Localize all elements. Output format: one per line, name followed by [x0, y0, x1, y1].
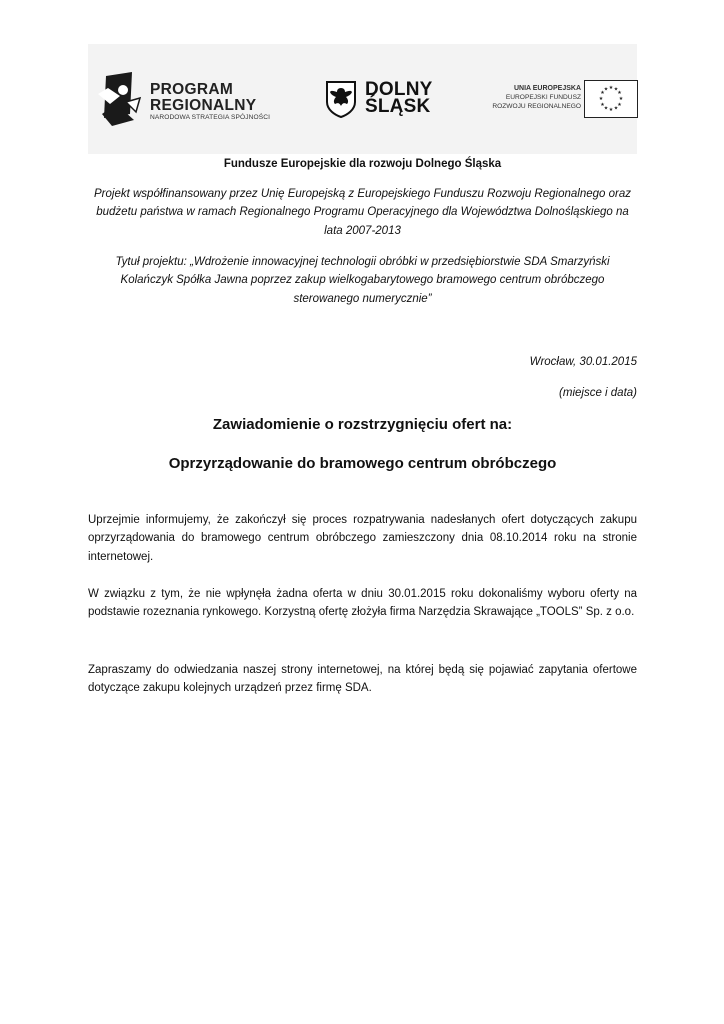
notice-title: Zawiadomienie o rozstrzygnięciu ofert na: — [212, 416, 513, 433]
svg-text:★: ★ — [613, 86, 619, 93]
svg-text:★: ★ — [617, 102, 622, 108]
place-date: Wrocław, 30.01.2015 — [529, 356, 637, 368]
eagle-shield-icon — [325, 80, 357, 118]
program-regionalny-logo — [96, 68, 296, 130]
body-paragraph-1: Uprzejmie informujemy, że zakończył się proces rozpatrywania nadesłanych ofert dotyczących zakupu oprzyrządowania do bramowego centrum obróbczego zamieszczony dnia 08.10.2014 roku na stronie internetowej. — [88, 514, 637, 563]
program-logo-line1: PROGRAM — [150, 81, 234, 98]
svg-text:★: ★ — [598, 96, 604, 102]
project-title: Tytuł projektu: „Wdrożenie innowacyjnej technologii obróbki w przedsiębiorstwie SDA Smarzyński Kolańczyk Spółka Jawna poprzez zakup wielkogabarytowego bramowego centrum obróbczego sterowanego numerycznie” — [115, 256, 610, 305]
funds-title: Fundusze Europejskie dla rozwoju Dolnego Śląska — [223, 158, 502, 170]
svg-text:★: ★ — [608, 85, 614, 91]
eu-logo-text — [492, 84, 581, 111]
eu-logo-line3: ROZWOJU REGIONALNEGO — [492, 103, 581, 110]
program-logo-line3: NARODOWA STRATEGIA SPÓJNOŚCI — [150, 114, 271, 121]
svg-text:★: ★ — [608, 107, 614, 113]
svg-text:★: ★ — [603, 105, 609, 112]
dolny-logo-line2: ŚLĄSK — [365, 96, 431, 117]
dolny-slask-logo — [325, 78, 445, 122]
place-date-label: (miejsce i data) — [559, 387, 637, 399]
svg-text:★: ★ — [600, 102, 605, 108]
dolny-logo-line1: DOLNY — [365, 79, 433, 100]
eu-logo — [482, 80, 638, 118]
eu-flag-icon — [584, 80, 638, 118]
eu-logo-title: UNIA EUROPEJSKA — [513, 85, 581, 92]
svg-text:★: ★ — [600, 90, 605, 96]
eu-logo-line2: EUROPEJSKI FUNDUSZ — [505, 94, 581, 101]
body-paragraph-2: W związku z tym, że nie wpłynęła żadna oferta w dniu 30.01.2015 roku dokonaliśmy wyboru oferty na podstawie rozeznania rynkowego. Korzystną ofertę złożyła firma Narzędzia Skrawające „TOOLS” Sp. z o.o. — [88, 588, 637, 619]
svg-text:★: ★ — [613, 105, 619, 112]
svg-text:★: ★ — [618, 96, 624, 102]
program-logo-line2: REGIONALNY — [150, 97, 257, 114]
body-paragraph-3: Zapraszamy do odwiedzania naszej strony internetowej, na której będą się pojawiać zapytania ofertowe dotyczące zakupu kolejnych urządzeń przez firmę SDA. — [88, 664, 637, 695]
program-regionalny-emblem-icon — [96, 68, 146, 128]
notice-subject: Oprzyrządowanie do bramowego centrum obróbczego — [168, 455, 557, 472]
svg-text:★: ★ — [603, 86, 609, 93]
svg-text:★: ★ — [617, 90, 622, 96]
cofinance-statement: Projekt współfinansowany przez Unię Europejską z Europejskiego Funduszu Rozwoju Regionalnego oraz budżetu państwa w ramach Regionalnego Programu Operacyjnego dla Województwa Dolnośląskiego na lata 2007-2013 — [94, 188, 631, 237]
